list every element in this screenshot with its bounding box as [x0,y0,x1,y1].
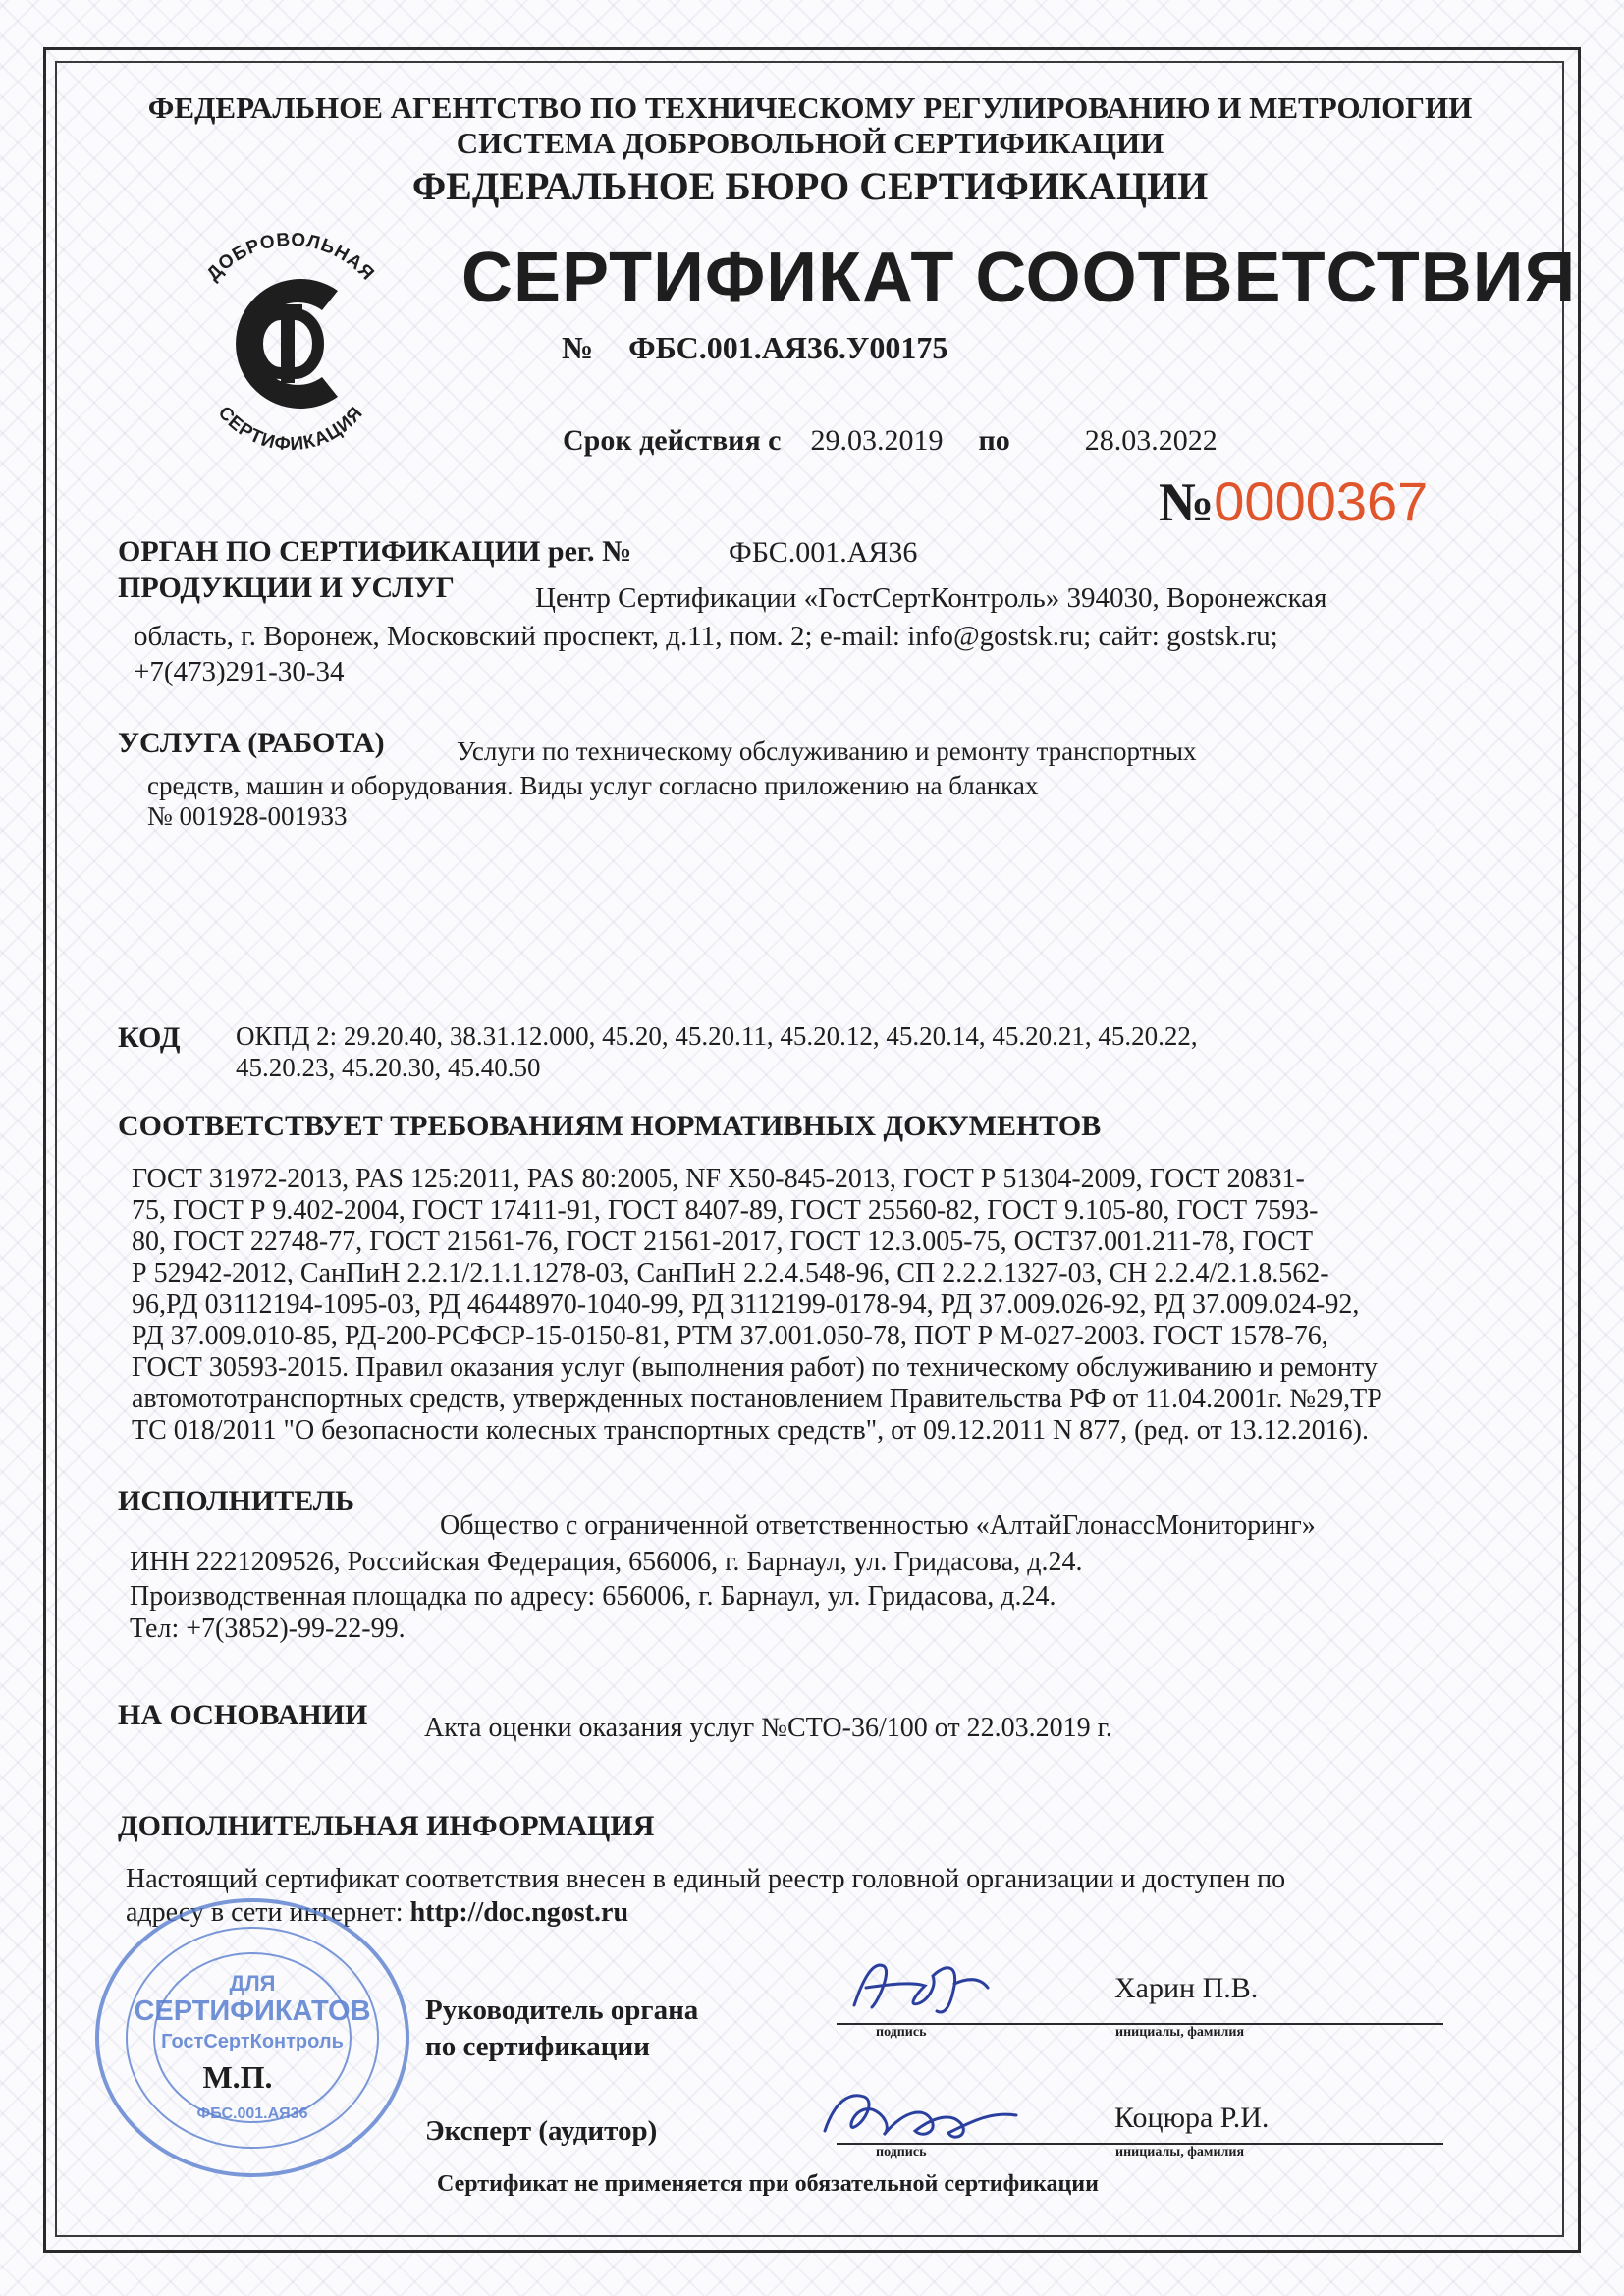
head-label-1: Руководитель органа [425,1995,699,2026]
norms-label: СООТВЕТСТВУЕТ ТРЕБОВАНИЯМ НОРМАТИВНЫХ ДОКУМЕНТОВ [118,1110,1102,1142]
cert-body-line-1: Центр Сертификации «ГостСертКонтроль» 394030, Воронежская [535,582,1327,614]
expert-signature-line [837,2143,1033,2145]
svg-text:ДОБРОВОЛЬНАЯ [203,232,379,285]
serial-value: 0000367 [1214,470,1429,532]
norms-text [132,1164,1524,1447]
head-signature-caption: подпись [876,2025,927,2040]
service-line-2: средств, машин и оборудования. Виды услуг согласно приложению на бланках [147,771,1039,800]
bureau-name: ФЕДЕРАЛЬНОЕ БЮРО СЕРТИФИКАЦИИ [411,164,1209,208]
fbs-logo-icon [179,232,403,456]
logo-bottom-text: СЕРТИФИКАЦИЯ [213,403,368,456]
cert-body-label-1: ОРГАН ПО СЕРТИФИКАЦИИ рег. № [118,535,632,568]
validity-period [563,424,1218,458]
svg-text:СЕРТИФИКАЦИЯ [214,403,368,455]
cert-body-line-2: область, г. Воронеж, Московский проспект, д.11, пом. 2; e-mail: info@gostsk.ru; сайт: gostsk.ru; [134,621,1278,652]
cert-body-reg-number: ФБС.001.АЯ36 [729,536,918,569]
code-line-1: ОКПД 2: 29.20.40, 38.31.12.000, 45.20, 45.20.11, 45.20.12, 45.20.14, 45.20.21, 45.20.22, [236,1021,1198,1051]
expert-signature [815,2082,1031,2151]
norms-line: РД 37.009.010-85, РД-200-РСФСР-15-0150-81, РТМ 37.001.050-78, ПОТ Р М-027-2003. ГОСТ 1578-76, [132,1321,1328,1351]
head-label-2: по сертификации [425,2031,650,2062]
head-name: Харин П.В. [1114,1972,1259,2004]
expert-name: Коцюра Р.И. [1114,2102,1270,2134]
executor-line-2: ИНН 2221209526, Российская Федерация, 656006, г. Барнаул, ул. Гридасова, д.24. [130,1547,1083,1577]
code-label: КОД [118,1021,181,1054]
expert-name-caption: инициалы, фамилия [1115,2145,1245,2159]
stamp-line-3: ГостСертКонтроль [161,2031,344,2052]
norms-line: ГОСТ 30593-2015. Правил оказания услуг (выполнения работ) по техническому обслуживанию и ремонту [132,1352,1378,1383]
system-name: СИСТЕМА ДОБРОВОЛЬНОЙ СЕРТИФИКАЦИИ [456,126,1164,160]
stamp-mp-label: М.П. [202,2059,273,2095]
cert-body-line-3: +7(473)291-30-34 [134,656,345,687]
code-line-2: 45.20.23, 45.20.30, 45.40.50 [236,1053,541,1082]
registry-url[interactable]: http://doc.ngost.ru [409,1897,629,1928]
executor-line-3: Производственная площадка по адресу: 656006, г. Барнаул, ул. Гридасова, д.24. [130,1581,1056,1612]
executor-line-4: Тел: +7(3852)-99-22-99. [130,1613,406,1644]
stamp-seal [90,1890,414,2185]
expert-label: Эксперт (аудитор) [425,2115,658,2147]
additional-line-2-prefix: адресу в сети интернет: [126,1897,404,1928]
additional-line-1: Настоящий сертификат соответствия внесен в единый реестр головной организации и доступен по [126,1864,1286,1894]
additional-label: ДОПОЛНИТЕЛЬНАЯ ИНФОРМАЦИЯ [118,1810,655,1842]
executor-line-1: Общество с ограниченной ответственностью «АлтайГлонассМониторинг» [440,1510,1316,1541]
logo-top-text: ДОБРОВОЛЬНАЯ [202,232,379,286]
serial-number [1159,469,1428,534]
head-signature [835,1946,1001,2025]
stamp-line-2: СЕРТИФИКАТОВ [134,1995,371,2027]
serial-prefix: № [1159,472,1215,533]
head-name-caption: инициалы, фамилия [1115,2025,1245,2040]
executor-label: ИСПОЛНИТЕЛЬ [118,1485,355,1517]
validity-to-label: по [978,424,1010,457]
service-line-3: № 001928-001933 [147,801,348,831]
basis-label: НА ОСНОВАНИИ [118,1699,368,1731]
expert-signature-caption: подпись [876,2145,927,2159]
service-label: УСЛУГА (РАБОТА) [118,727,385,759]
norms-line: 75, ГОСТ Р 9.402-2004, ГОСТ 17411-91, ГОСТ 8407-89, ГОСТ 25560-82, ГОСТ 9.105-80, ГОСТ 7593- [132,1195,1319,1226]
basis-text: Акта оценки оказания услуг №СТО-36/100 от 22.03.2019 г. [424,1713,1112,1743]
certificate-number-label: № [562,330,594,365]
norms-line: ТС 018/2011 "О безопасности колесных транспортных средств", от 09.12.2011 N 877, (ред. от 13.12.2016). [132,1415,1369,1446]
cert-body-label-2: ПРОДУКЦИИ И УСЛУГ [118,572,455,604]
norms-line: автомототранспортных средств, утвержденных постановлением Правительства РФ от 11.04.2001г. №29,ТР [132,1384,1382,1414]
stamp-line-1: ДЛЯ [229,1971,276,1995]
norms-line: Р 52942-2012, СанПиН 2.2.1/2.1.1.1278-03, СанПиН 2.2.4.548-96, СП 2.2.2.1327-03, СН 2.2.4/2.1.8.562- [132,1258,1329,1288]
norms-line: 80, ГОСТ 22748-77, ГОСТ 21561-76, ГОСТ 21561-2017, ГОСТ 12.3.005-75, ОСТ37.001.211-78, ГОСТ [132,1227,1314,1257]
stamp-line-4: ФБС.001.АЯ36 [196,2105,308,2122]
certificate-title: СЕРТИФИКАТ СООТВЕТСТВИЯ [461,239,1577,317]
agency-name: ФЕДЕРАЛЬНОЕ АГЕНТСТВО ПО ТЕХНИЧЕСКОМУ РЕГУЛИРОВАНИЮ И МЕТРОЛОГИИ [147,90,1473,125]
valid-to: 28.03.2022 [1084,424,1218,457]
norms-line: 96,РД 03112194-1095-03, РД 46448970-1040-99, РД 3112199-0178-94, РД 37.009.026-92, РД 37.009.024-92, [132,1289,1360,1320]
service-line-1: Услуги по техническому обслуживанию и ремонту транспортных [457,737,1197,766]
valid-from: 29.03.2019 [810,424,944,457]
norms-line: ГОСТ 31972-2013, PAS 125:2011, PAS 80:2005, NF X50-845-2013, ГОСТ Р 51304-2009, ГОСТ 20831- [132,1164,1305,1194]
head-signature-line [837,2023,1033,2025]
validity-label: Срок действия с [563,424,782,457]
footer-note: Сертификат не применяется при обязательной сертификации [437,2171,1099,2197]
certificate-number-value: ФБС.001.АЯ36.У00175 [628,330,948,365]
certificate-number [562,330,947,366]
